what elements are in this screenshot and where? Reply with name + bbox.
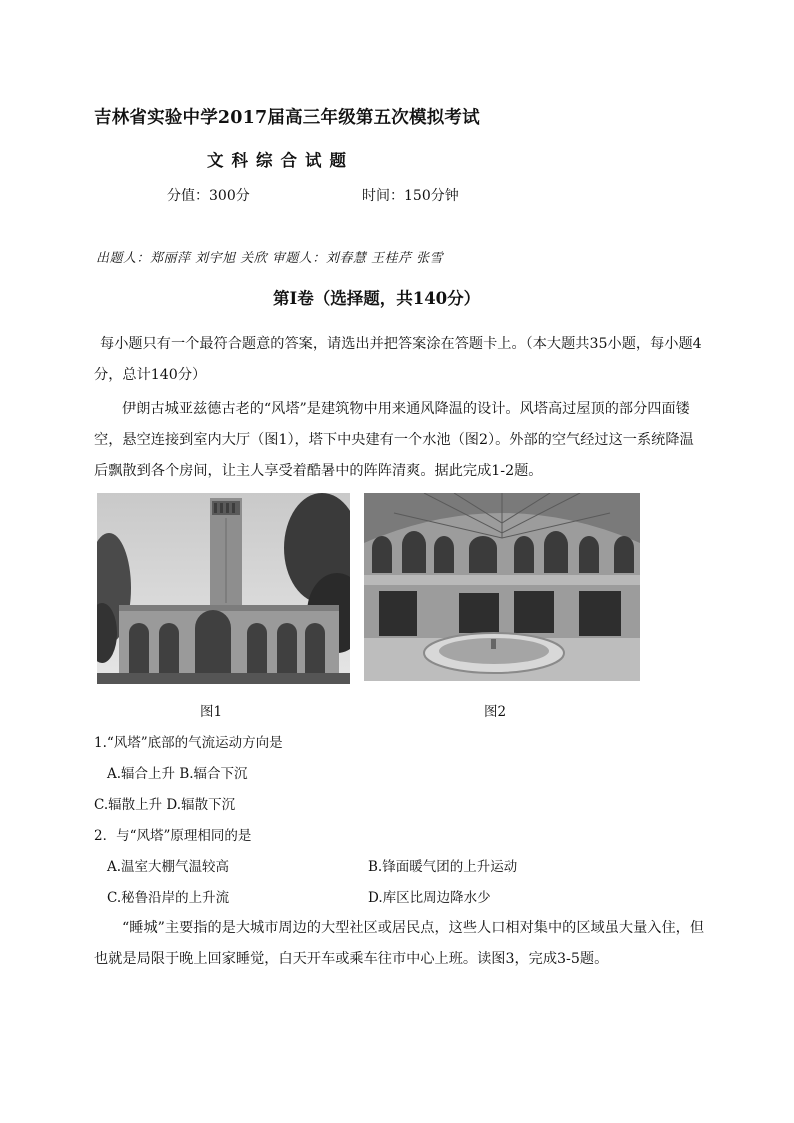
score-info: 分值：300分	[167, 188, 250, 204]
figure-2-caption: 图2	[484, 704, 507, 720]
passage-sleep-city: “睡城”主要指的是大城市周边的大型社区或居民点，这些人口相对集中的区域虽大量入住，但也就是局限于晚上回家睡觉，白天开车或乘车往市中心上班。读图3，完成3-5题。	[94, 920, 705, 967]
instructions: 每小题只有一个最符合题意的答案，请选出并把答案涂在答题卡上。（本大题共35小题，每小题4分，总计140分）	[94, 336, 702, 383]
passage-wind-tower: 伊朗古城亚兹德古老的“风塔”是建筑物中用来通风降温的设计。风塔高过屋顶的部分四面镂空，悬空连接到室内大厅（图1），塔下中央建有一个水池（图2）。外部的空气经过这一系统降温后飘散到各个房间，让主人享受着酷暑中的阵阵清爽。据此完成1-2题。	[94, 401, 694, 479]
question-2-option-d: D.库区比周边降水少	[368, 890, 491, 906]
question-1-options-row2: C.辐散上升 D.辐散下沉	[94, 797, 236, 813]
section-title: 第Ⅰ卷（选择题，共140分）	[273, 289, 481, 308]
question-2-option-a: A.温室大棚气温较高	[107, 859, 230, 875]
exam-title: 吉林省实验中学2017届高三年级第五次模拟考试	[94, 108, 480, 128]
question-2-stem: 2．与“风塔”原理相同的是	[94, 828, 252, 844]
question-2-option-b: B.锋面暖气团的上升运动	[368, 859, 518, 875]
exam-subtitle: 文科综合试题	[207, 151, 354, 170]
time-info: 时间：150分钟	[362, 188, 459, 204]
question-1-options-row1: A.辐合上升 B.辐合下沉	[107, 766, 248, 782]
figure-1-image	[97, 493, 350, 684]
authors-line: 出题人：郑丽萍 刘宇旭 关欣 审题人：刘春慧 王桂芹 张雪	[96, 251, 444, 266]
question-1-stem: 1.“风塔”底部的气流运动方向是	[94, 735, 283, 751]
figure-1-caption: 图1	[200, 704, 223, 720]
question-2-option-c: C.秘鲁沿岸的上升流	[107, 890, 230, 906]
figure-2-image	[364, 493, 640, 681]
